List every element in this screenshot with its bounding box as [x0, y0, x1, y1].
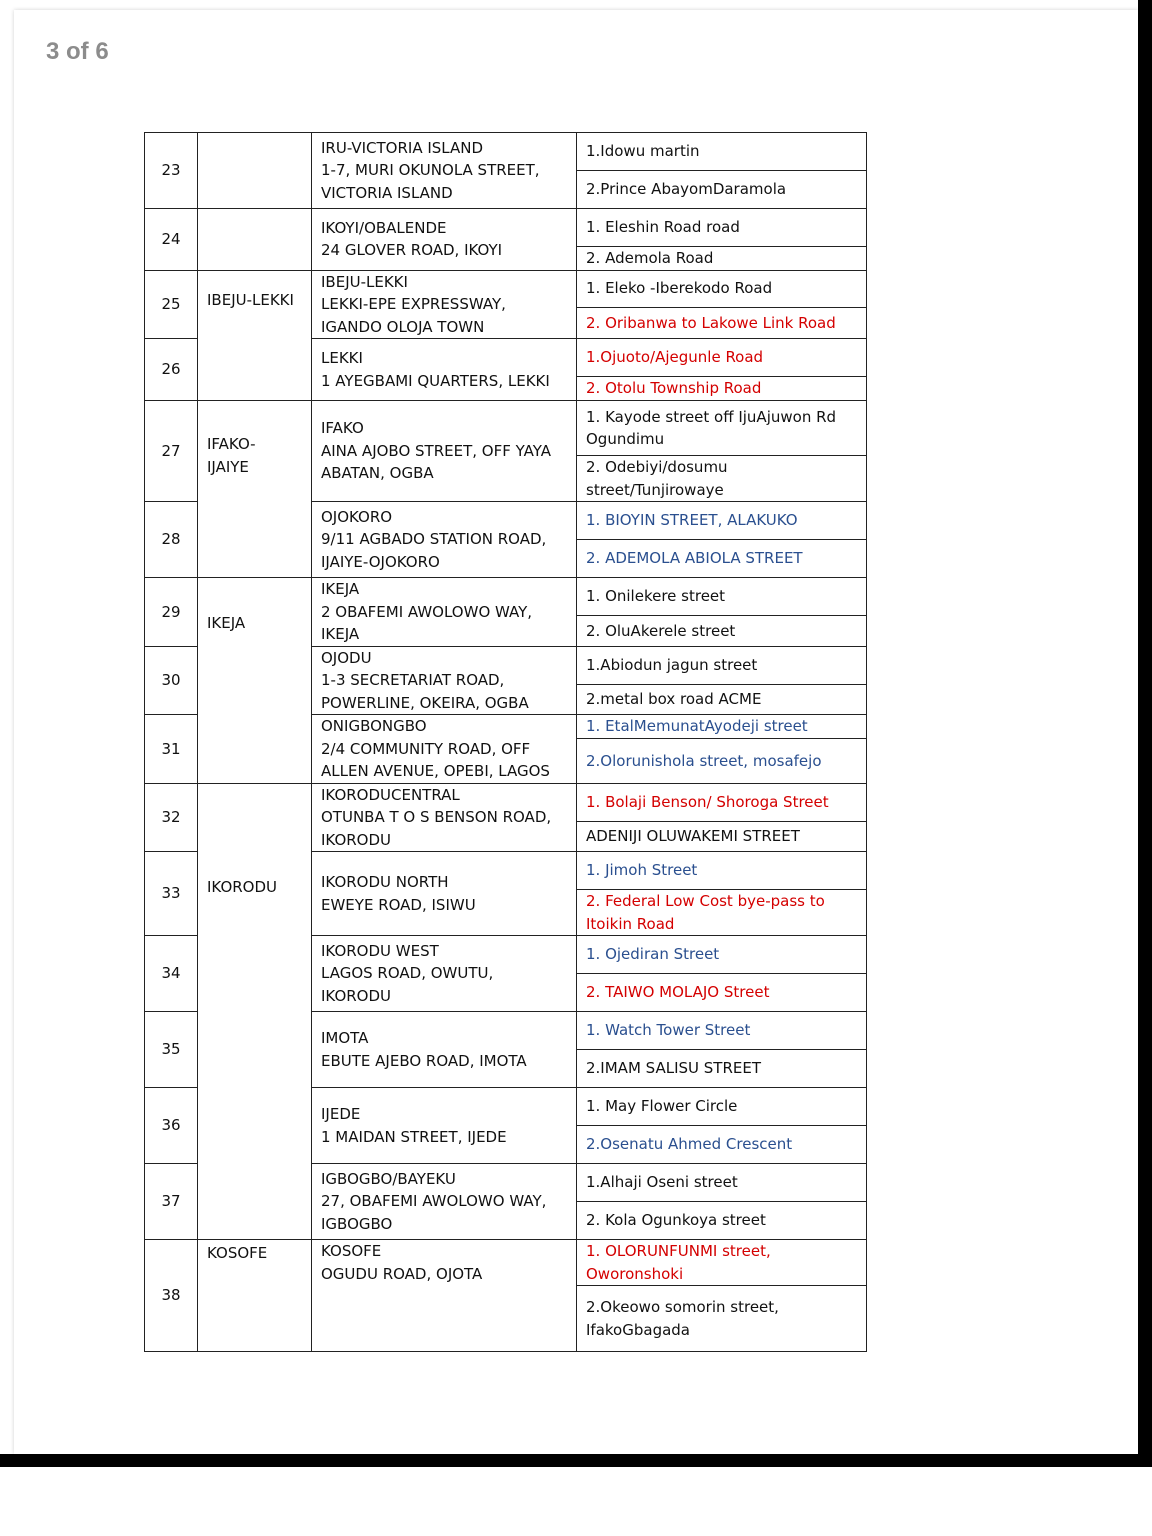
road-cell: 2.Osenatu Ahmed Crescent: [577, 1126, 867, 1164]
office-cell: OJOKORO 9/11 AGBADO STATION ROAD, IJAIYE-OJOKORO: [312, 502, 577, 578]
road-cell: 2. Otolu Township Road: [577, 377, 867, 401]
row-number: 23: [145, 133, 198, 209]
road-cell: 2.IMAM SALISU STREET: [577, 1050, 867, 1088]
road-cell: 1. Watch Tower Street: [577, 1012, 867, 1050]
road-cell: 1. May Flower Circle: [577, 1088, 867, 1126]
road-cell: 1. Kayode street off IjuAjuwon Rd Ogundimu: [577, 401, 867, 456]
row-number: 35: [145, 1012, 198, 1088]
row-number: 25: [145, 270, 198, 339]
viewer-bottom-area: [0, 1467, 1152, 1536]
road-cell: 2. Federal Low Cost bye-pass to Itoikin Road: [577, 890, 867, 936]
lga-label: IBEJU-LEKKI: [207, 290, 294, 309]
table-row: [145, 209, 867, 247]
road-cell: 1. Eleko -Iberekodo Road: [577, 270, 867, 307]
lga-cell: [198, 270, 312, 401]
office-cell: IRU-VICTORIA ISLAND 1-7, MURI OKUNOLA STREET, VICTORIA ISLAND: [312, 133, 577, 209]
office-cell: OJODU 1-3 SECRETARIAT ROAD, POWERLINE, OKEIRA, OGBA: [312, 646, 577, 715]
row-number: 29: [145, 578, 198, 647]
road-cell: 1. OLORUNFUNMI street, Oworonshoki: [577, 1240, 867, 1286]
road-cell: 1.Ojuoto/Ajegunle Road: [577, 339, 867, 377]
road-cell: 1. EtalMemunatAyodeji street: [577, 715, 867, 739]
row-number: 33: [145, 852, 198, 936]
road-cell: 1. Onilekere street: [577, 578, 867, 616]
lga-cell: KOSOFE: [198, 1240, 312, 1352]
road-cell: 2.Okeowo somorin street, IfakoGbagada: [577, 1286, 867, 1352]
table-row: [145, 783, 867, 821]
table-row: [145, 133, 867, 171]
road-cell: 1. Jimoh Street: [577, 852, 867, 890]
road-cell: 2.metal box road ACME: [577, 684, 867, 714]
viewer-bottom-bar: [0, 1454, 1152, 1467]
office-cell: IKORODUCENTRAL OTUNBA T O S BENSON ROAD, IKORODU: [312, 783, 577, 852]
row-number: 37: [145, 1164, 198, 1240]
row-number: 36: [145, 1088, 198, 1164]
office-cell: IFAKO AINA AJOBO STREET, OFF YAYA ABATAN, OGBA: [312, 401, 577, 502]
lga-cell: [198, 578, 312, 784]
office-cell: LEKKI 1 AYEGBAMI QUARTERS, LEKKI: [312, 339, 577, 401]
row-number: 34: [145, 936, 198, 1012]
row-number: 31: [145, 715, 198, 784]
road-cell: 1. Bolaji Benson/ Shoroga Street: [577, 783, 867, 821]
road-cell: 2.Olorunishola street, mosafejo: [577, 739, 867, 783]
road-cell: 2. ADEMOLA ABIOLA STREET: [577, 540, 867, 578]
road-cell: 1. Eleshin Road road: [577, 209, 867, 247]
office-cell: IKORODU NORTH EWEYE ROAD, ISIWU: [312, 852, 577, 936]
road-cell: 2. OluAkerele street: [577, 616, 867, 646]
road-cell: 2. TAIWO MOLAJO Street: [577, 974, 867, 1012]
row-number: 27: [145, 401, 198, 502]
road-cell: 2. Ademola Road: [577, 247, 867, 271]
table-row: [145, 270, 867, 307]
office-cell: IJEDE 1 MAIDAN STREET, IJEDE: [312, 1088, 577, 1164]
road-cell: ADENIJI OLUWAKEMI STREET: [577, 821, 867, 851]
row-number: 26: [145, 339, 198, 401]
row-number: 24: [145, 209, 198, 271]
viewer-edge: [1138, 0, 1152, 1454]
office-cell: IBEJU-LEKKI LEKKI-EPE EXPRESSWAY, IGANDO OLOJA TOWN: [312, 270, 577, 339]
road-cell: 1.Abiodun jagun street: [577, 646, 867, 684]
road-cell: 2. Kola Ogunkoya street: [577, 1202, 867, 1240]
office-cell: IKOYI/OBALENDE 24 GLOVER ROAD, IKOYI: [312, 209, 577, 271]
table-row: [145, 401, 867, 456]
lga-cell: [198, 209, 312, 271]
lga-cell: [198, 401, 312, 578]
lga-cell: [198, 133, 312, 209]
road-cell: 2. Oribanwa to Lakowe Link Road: [577, 307, 867, 338]
office-cell: IKORODU WEST LAGOS ROAD, OWUTU, IKORODU: [312, 936, 577, 1012]
roads-table: [144, 132, 867, 1352]
office-cell: ONIGBONGBO 2/4 COMMUNITY ROAD, OFF ALLEN AVENUE, OPEBI, LAGOS: [312, 715, 577, 784]
office-cell: IGBOGBO/BAYEKU 27, OBAFEMI AWOLOWO WAY, IGBOGBO: [312, 1164, 577, 1240]
row-number: 30: [145, 646, 198, 715]
table-row: [145, 578, 867, 616]
row-number: 32: [145, 783, 198, 852]
office-cell: IMOTA EBUTE AJEBO ROAD, IMOTA: [312, 1012, 577, 1088]
office-cell: KOSOFE OGUDU ROAD, OJOTA: [312, 1240, 577, 1352]
row-number: 28: [145, 502, 198, 578]
lga-label: IKORODU: [207, 877, 278, 896]
road-cell: 1. Ojediran Street: [577, 936, 867, 974]
page-indicator: 3 of 6: [46, 38, 109, 65]
road-cell: 1.Idowu martin: [577, 133, 867, 171]
road-cell: 1.Alhaji Oseni street: [577, 1164, 867, 1202]
row-number: 38: [145, 1240, 198, 1352]
table-row: [145, 1240, 867, 1286]
road-cell: 2. Odebiyi/dosumu street/Tunjirowaye: [577, 456, 867, 502]
office-cell: IKEJA 2 OBAFEMI AWOLOWO WAY, IKEJA: [312, 578, 577, 647]
lga-label: IFAKO- IJAIYE: [207, 435, 256, 476]
lga-cell: [198, 783, 312, 1240]
road-cell: 2.Prince AbayomDaramola: [577, 171, 867, 209]
lga-label: IKEJA: [207, 614, 246, 632]
road-cell: 1. BIOYIN STREET, ALAKUKO: [577, 502, 867, 540]
